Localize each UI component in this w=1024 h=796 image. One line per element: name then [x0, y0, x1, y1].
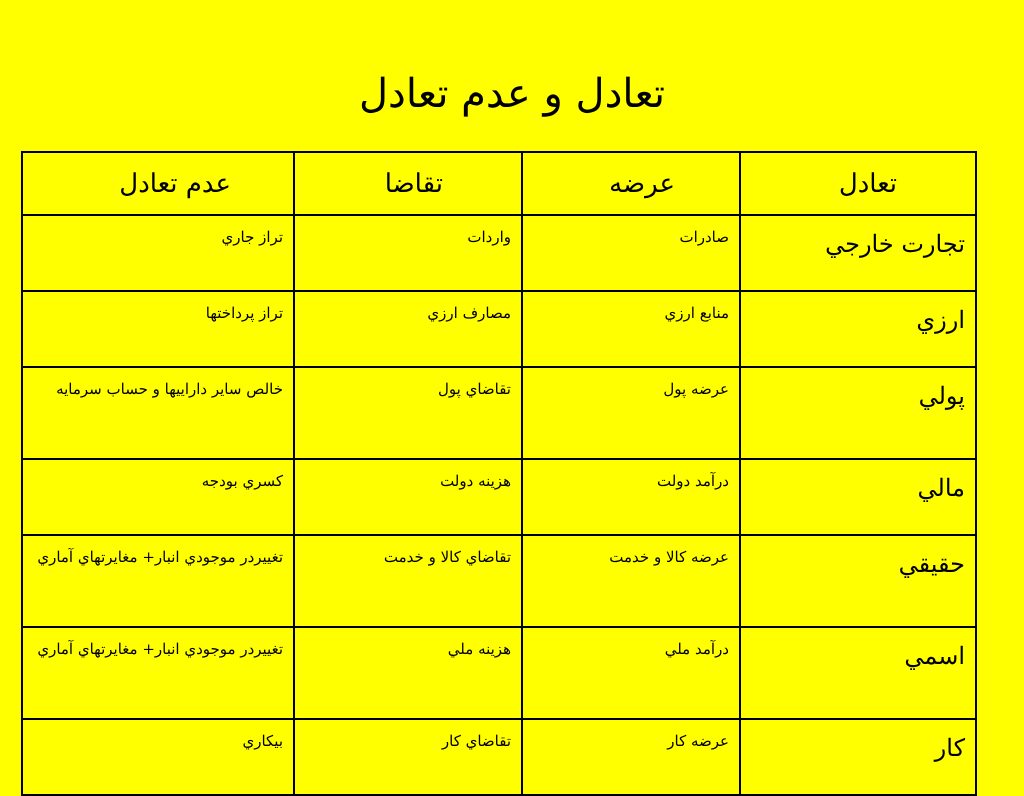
supply-cell: درآمد ملي — [522, 627, 740, 719]
disequilibrium-cell: بيكاري — [22, 719, 294, 795]
table-row — [22, 291, 976, 367]
market-name: پولي — [740, 367, 976, 459]
table-row — [22, 535, 976, 627]
demand-cell: تقاضاي كالا و خدمت — [294, 535, 522, 627]
demand-cell: هزينه دولت — [294, 459, 522, 535]
slide-title: تعادل و عدم تعادل — [358, 71, 666, 117]
demand-cell: مصارف ارزي — [294, 291, 522, 367]
market-name: مالي — [740, 459, 976, 535]
market-name: حقيقي — [740, 535, 976, 627]
supply-cell: عرضه پول — [522, 367, 740, 459]
market-name: اسمي — [740, 627, 976, 719]
table-row — [22, 367, 976, 459]
demand-cell: تقاضاي كار — [294, 719, 522, 795]
demand-cell: هزينه ملي — [294, 627, 522, 719]
supply-cell: عرضه كار — [522, 719, 740, 795]
supply-cell: عرضه كالا و خدمت — [522, 535, 740, 627]
header-row — [22, 152, 976, 215]
disequilibrium-cell: تراز جاري — [22, 215, 294, 291]
header-demand: تقاضا — [294, 152, 522, 215]
header-disequilibrium: عدم تعادل — [22, 152, 294, 215]
market-name: كار — [740, 719, 976, 795]
header-equilibrium: تعادل — [740, 152, 976, 215]
demand-cell: واردات — [294, 215, 522, 291]
supply-cell: درآمد دولت — [522, 459, 740, 535]
disequilibrium-cell: تغييردر موجودي انبار+ مغايرتهاي آماري — [22, 535, 294, 627]
table-row — [22, 719, 976, 795]
disequilibrium-cell: كسري بودجه — [22, 459, 294, 535]
demand-cell: تقاضاي پول — [294, 367, 522, 459]
table-row — [22, 215, 976, 291]
equilibrium-table — [21, 151, 977, 796]
supply-cell: منابع ارزي — [522, 291, 740, 367]
supply-cell: صادرات — [522, 215, 740, 291]
market-name: تجارت خارجي — [740, 215, 976, 291]
header-supply: عرضه — [522, 152, 740, 215]
market-name: ارزي — [740, 291, 976, 367]
disequilibrium-cell: تغييردر موجودي انبار+ مغايرتهاي آماري — [22, 627, 294, 719]
table-row — [22, 627, 976, 719]
disequilibrium-cell: خالص ساير داراييها و حساب سرمايه — [22, 367, 294, 459]
table-row — [22, 459, 976, 535]
disequilibrium-cell: تراز پرداختها — [22, 291, 294, 367]
